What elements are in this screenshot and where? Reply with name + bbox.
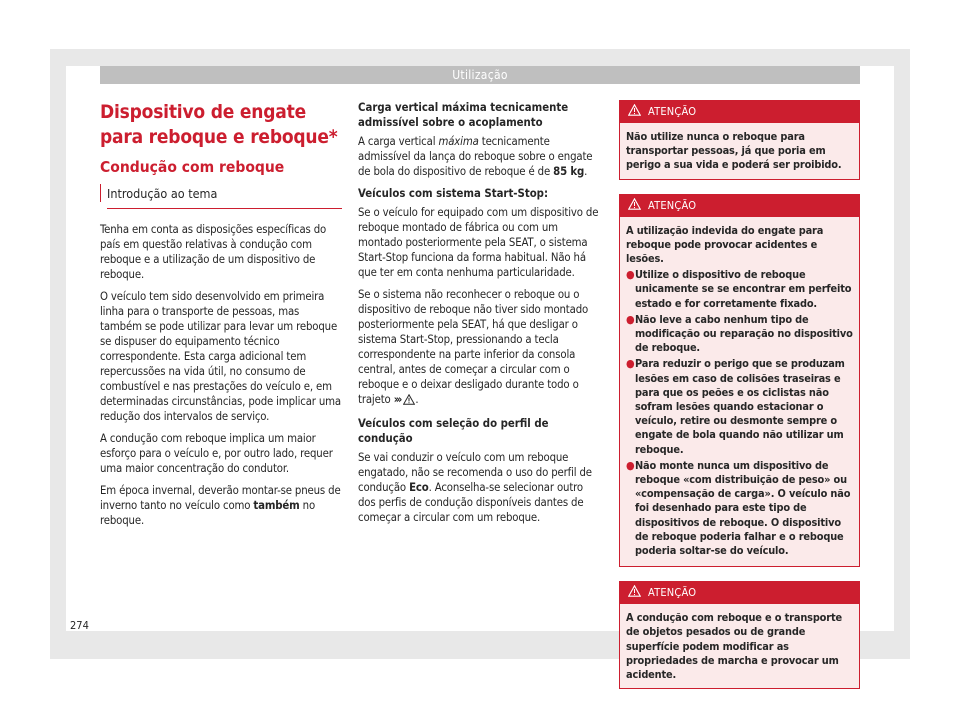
- warning-header: [620, 195, 859, 217]
- warning-triangle-icon: [403, 394, 415, 409]
- paragraph: Tenha em conta as disposições específicas do país em questão relativas à condução com reboque e a utilização de um dispositivo de reboque.: [100, 223, 327, 281]
- bullet-icon: ●: [626, 268, 635, 282]
- warning-triangle-icon: [628, 104, 641, 116]
- list-item: ● Para reduzir o perigo que se produzam lesões em caso de colisões traseiras e para que os peões e os ciclistas não sofram lesões quando estacionar o veículo, retire ou desmonte sempre o engate de bola quando não utilizar um reboque.: [626, 357, 845, 456]
- subheading: Carga vertical máxima tecnicamente admissível sobre o acoplamento: [358, 101, 569, 129]
- right-column: [619, 100, 860, 703]
- bullet-icon: ●: [626, 458, 635, 472]
- page-title: Dispositivo de engate para reboque e reboque*: [100, 101, 338, 148]
- left-column: [100, 100, 342, 535]
- subheading: Veículos com sistema Start-Stop:: [358, 187, 549, 200]
- cross-reference-arrow[interactable]: ›››: [393, 393, 401, 406]
- paragraph: Em época invernal, deverão montar-se pneus de inverno tanto no veículo como também no reboque.: [100, 484, 341, 527]
- section-subtitle: Condução com reboque: [100, 158, 285, 176]
- warning-label: ATENÇÃO: [648, 105, 697, 118]
- middle-column: [358, 100, 602, 532]
- warning-header: [620, 582, 859, 604]
- warning-intro: A utilização indevida do engate para reboque pode provocar acidentes e lesões.: [626, 223, 824, 266]
- paragraph: Se vai conduzir o veículo com um reboque engatado, não se recomenda o uso do perfil de condução Eco. Aconselha-se selecionar outro dos perfis de condução disponíveis dantes de começar a circular com um reboque.: [358, 451, 592, 524]
- warning-box: [619, 100, 860, 180]
- subheading: Veículos com seleção do perfil de condução: [358, 417, 549, 445]
- list-item: ● Não monte nunca um dispositivo de reboque «com distribuição de peso» ou «compensação de carga». O veículo não foi desenhado para este tipo de dispositivos de reboque. O dispositivo de reboque poderia falhar e o reboque poderia soltar-se do veículo.: [626, 458, 851, 558]
- warning-body: [620, 217, 859, 567]
- warning-triangle-icon: [628, 585, 641, 597]
- warning-text: A condução com reboque e o transporte de objetos pesados ou de grande superfície podem modificar as propriedades de marcha e provocar um acidente.: [626, 611, 842, 682]
- topic-heading: Introdução ao tema: [107, 185, 342, 209]
- bullet-icon: ●: [626, 357, 635, 371]
- warning-text: Não utilize nunca o reboque para transportar pessoas, já que poria em perigo a sua vida e poderá ser proibido.: [626, 130, 842, 172]
- warning-label: ATENÇÃO: [648, 586, 697, 600]
- warning-triangle-icon: [628, 198, 641, 210]
- paragraph: Se o veículo for equipado com um dispositivo de reboque montado de fábrica ou com um montado posteriormente pela SEAT, o sistema Start-Stop funciona da forma habitual. Não há que ter em conta nenhuma particularidade.: [358, 206, 599, 279]
- list-item: ● Não leve a cabo nenhum tipo de modificação ou reparação no dispositivo de reboque.: [626, 312, 853, 355]
- topic-heading-wrap: [100, 185, 342, 222]
- paragraph: Se o sistema não reconhecer o reboque ou o dispositivo de reboque não tiver sido montado posteriormente pela SEAT, há que desligar o sistema Start-Stop, pressionando a tecla correspondente na parte inferior da consola central, antes de começar a circular com o reboque e o deixar desligado durante todo o trajeto ››› .: [358, 287, 602, 409]
- topic-divider: [100, 184, 101, 202]
- section-header: Utilização: [100, 66, 860, 84]
- page-number: 274: [70, 619, 89, 632]
- paragraph: A carga vertical máxima tecnicamente admissível da lança do reboque sobre o engate de bola do dispositivo de reboque é de 85 kg.: [358, 135, 593, 178]
- warning-header: [620, 101, 859, 123]
- warning-box: [619, 194, 860, 568]
- paragraph: O veículo tem sido desenvolvido em primeira linha para o transporte de pessoas, mas também se pode utilizar para levar um reboque se dispuser do equipamento técnico correspondente. Esta carga adicional tem repercussões na vida útil, no consumo de combustível e nas prestações do veículo e, em determinadas circunstâncias, pode implicar uma redução dos intervalos de serviço.: [100, 290, 341, 423]
- bullet-icon: ●: [626, 312, 635, 326]
- warning-label: ATENÇÃO: [648, 198, 697, 212]
- paragraph: A condução com reboque implica um maior esforço para o veículo e, por outro lado, requer uma maior concentração do condutor.: [100, 432, 333, 475]
- list-item: ● Utilize o dispositivo de reboque unicamente se se encontrar em perfeito estado e for corretamente fixado.: [626, 268, 852, 310]
- warning-box: [619, 581, 860, 689]
